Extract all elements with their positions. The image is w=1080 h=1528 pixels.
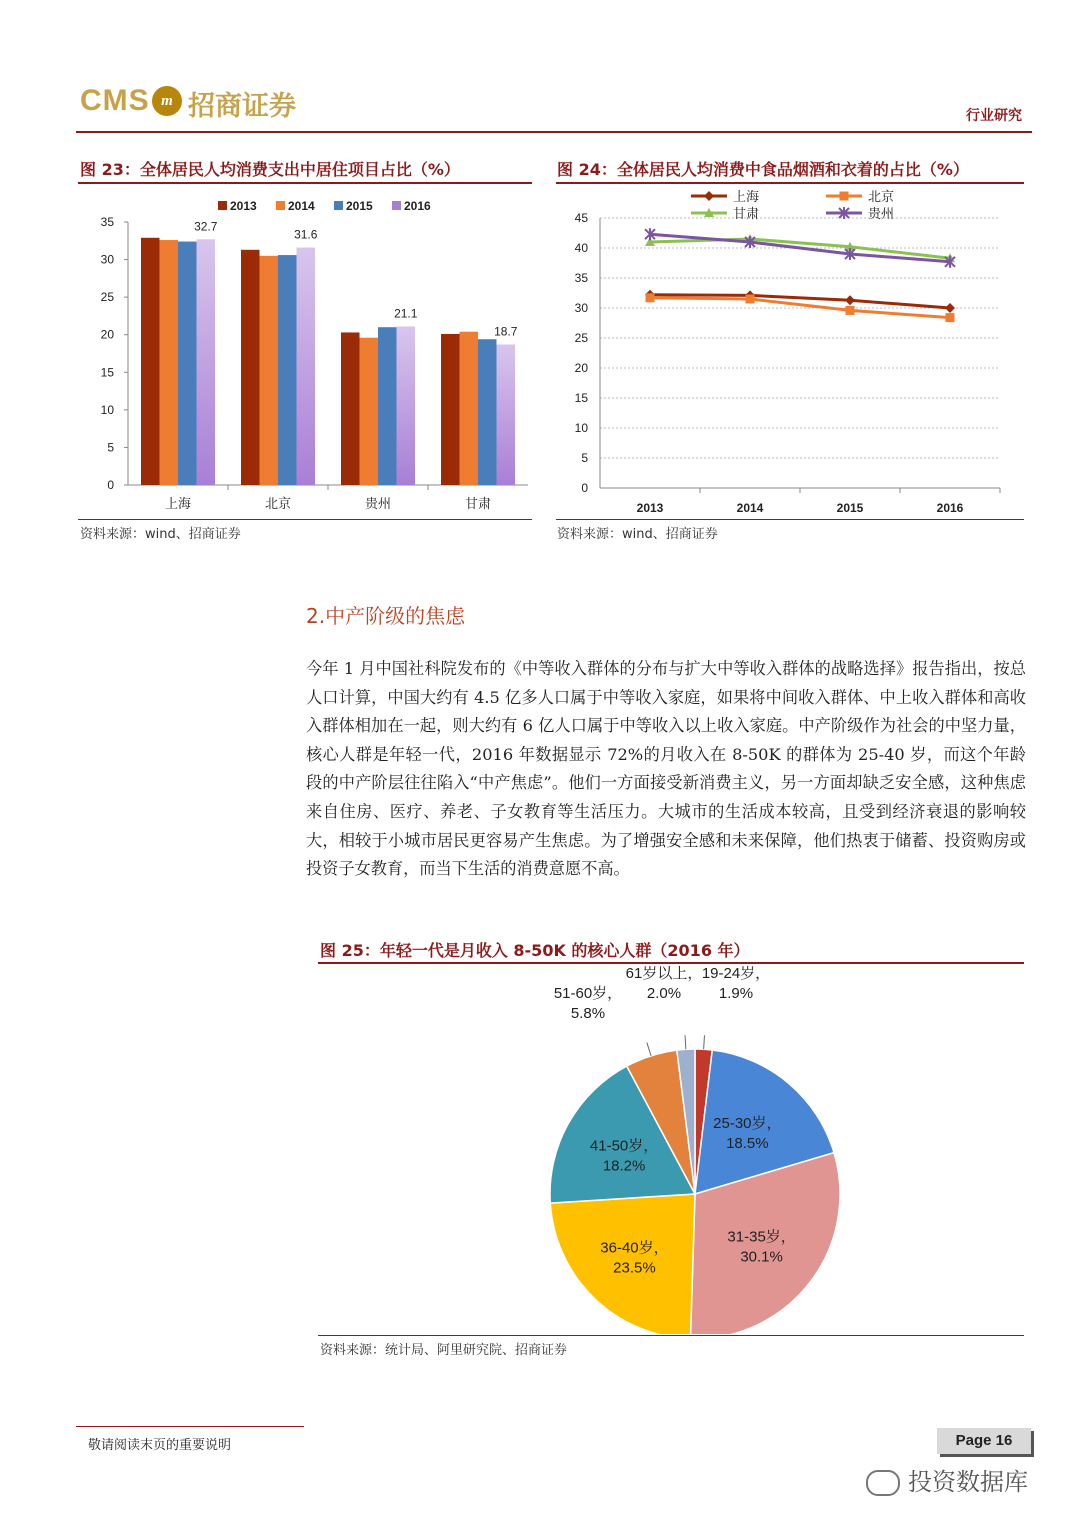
fig23-category-label: 上海 [164,496,192,511]
pie-label-value: 30.1% [740,1248,783,1266]
fig23-ytick-label: 10 [100,402,114,417]
point-上海-2015 [845,295,855,305]
fig25-source-rule [318,1335,1024,1336]
pie-label-name: 19-24岁， [701,966,771,982]
bar-上海-2016 [197,239,216,485]
fig24-ytick-label: 30 [574,301,588,315]
fig24-line-chart [556,186,1026,518]
fig23-ytick-label: 0 [107,478,114,492]
fig24-ytick-label: 35 [574,271,588,285]
pie-label-name: 25-30岁， [713,1114,782,1132]
bar-贵州-2014 [360,338,379,485]
pie-label-value: 5.8% [570,1005,606,1022]
fig24-legend-label: 北京 [868,189,895,204]
bar-甘肃-2016 [497,344,516,485]
fig23-ytick-label: 25 [100,290,114,305]
fig24-ytick-label: 25 [574,331,588,345]
pie-label-name: 41-50岁， [589,1137,659,1155]
header-divider [76,131,1032,133]
bar-北京-2016 [297,248,316,485]
fig23-ytick-label: 35 [100,215,114,229]
footer-note: 敬请阅读末页的重要说明 [88,1438,232,1453]
fig23-title: 图 23：全体居民人均消费支出中居住项目占比（%） [80,160,460,179]
pie-label-value: 18.5% [726,1134,769,1152]
bar-北京-2014 [260,256,279,485]
fig24-ytick-label: 20 [574,361,588,375]
fig25-source: 资料来源：统计局、阿里研究院、招商证券 [320,1343,568,1358]
wechat-icon [866,1470,900,1496]
fig23-legend-swatch [392,201,401,210]
bar-甘肃-2014 [460,332,479,485]
fig23-source-rule [78,519,532,520]
logo-text-cn: 招商证券 [188,91,296,122]
fig24-ytick-label: 10 [574,421,588,435]
fig24-title: 图 24：全体居民人均消费中食品烟酒和衣着的占比（%） [557,160,969,179]
report-category: 行业研究 [966,108,1022,124]
fig24-title-rule [556,182,1024,184]
bar-上海-2013 [141,238,160,485]
fig24-ytick-label: 40 [574,241,588,255]
fig23-legend-label: 2014 [288,199,315,213]
bar-上海-2014 [160,240,179,485]
fig24-xtick-label: 2015 [836,501,864,515]
bar-贵州-2015 [378,327,397,485]
page-number: Page 16 [937,1428,1031,1454]
pie-label-value: 23.5% [613,1259,656,1277]
fig23-legend-swatch [276,201,285,210]
pie-label-name: 36-40岁， [600,1239,669,1257]
bar-甘肃-2015 [478,339,497,485]
fig25-title: 图 25：年轻一代是月收入 8-50K 的核心人群（2016 年） [320,941,750,960]
body-paragraph: 今年 1 月中国社科院发布的《中等收入群体的分布与扩大中等收入群体的战略选择》报告指出，按总人口计算，中国大约有 4.5 亿多人口属于中等收入家庭，如果将中间收入群体、中上收入群体和高收入群体相加在一起，则大约有 6 亿人口属于中等收入以上收入家庭。中产阶级作为社会的中坚力量，核心人群是年轻一代，2016 年数据显示 72%的月收入在 8-50K 的群体为 25-40 岁，而这个年龄段的中产阶层往往陷入“中产焦虑”。他们一方面接受新消费主义，另一方面却缺乏安全感，这种焦虑来自住房、医疗、养老、子女教育等生活压力。大城市的生活成本较高，且受到经济衰退的影响较大，相较于小城市居民更容易产生焦虑。为了增强安全感和未来保障，他们热衷于储蓄、投资购房或投资子女教育，而当下生活的消费意愿不高。 [306,659,1026,879]
fig24-xtick-label: 2014 [736,501,764,515]
bar-贵州-2016 [397,326,416,485]
fig23-data-label: 32.7 [194,219,218,234]
fig23-ytick-label: 30 [100,252,114,267]
fig24-legend-marker [704,191,714,201]
fig24-legend-marker [840,192,849,201]
fig23-ytick-label: 15 [100,365,114,380]
bar-甘肃-2013 [441,334,460,485]
pie-leader-line [685,1035,686,1049]
footer-divider [76,1426,304,1427]
fig23-legend-swatch [218,201,227,210]
fig24-source-rule [556,519,1024,520]
fig24-legend-label: 甘肃 [733,206,760,221]
fig24-xtick-label: 2016 [936,501,964,515]
pie-label-value: 18.2% [602,1157,646,1175]
fig24-ytick-label: 45 [574,211,588,225]
fig23-data-label: 31.6 [294,227,318,242]
point-北京-2016 [946,313,955,322]
fig23-bar-chart [78,186,534,518]
pie-leader-line [647,1042,651,1055]
pie-label-value: 2.0% [646,985,682,1002]
section-heading: 2.中产阶级的焦虑 [306,604,466,628]
pie-leader-line [704,1035,705,1049]
pie-label-name: 61岁以上， [625,966,703,982]
pie-label-value: 1.9% [718,985,754,1002]
bar-上海-2015 [178,242,197,485]
fig24-ytick-label: 0 [581,481,588,495]
fig24-ytick-label: 5 [581,451,588,465]
point-北京-2014 [746,295,755,304]
bar-贵州-2013 [341,332,360,485]
bar-北京-2013 [241,250,260,485]
fig25-title-rule [318,962,1024,964]
pie-label-name: 31-35岁， [727,1228,796,1246]
fig23-data-label: 18.7 [494,324,518,339]
fig23-legend-label: 2013 [230,199,257,213]
point-北京-2013 [646,293,655,302]
fig23-ytick-label: 5 [107,440,114,455]
point-上海-2016 [945,303,955,313]
fig23-legend-label: 2015 [346,199,373,213]
fig23-title-rule [78,182,532,184]
fig23-data-label: 21.1 [394,306,418,321]
fig24-xtick-label: 2013 [636,501,664,515]
logo-emblem-icon: m [152,86,182,116]
pie-label-name: 51-60岁， [553,985,623,1002]
fig23-source: 资料来源：wind、招商证券 [80,527,241,542]
fig24-legend-label: 上海 [733,189,760,204]
watermark [866,1462,1028,1497]
fig23-legend-swatch [334,201,343,210]
point-北京-2015 [846,306,855,315]
fig24-source: 资料来源：wind、招商证券 [557,527,718,542]
fig24-ytick-label: 15 [574,391,588,405]
watermark-text: 投资数据库 [908,1468,1028,1496]
fig23-category-label: 北京 [264,496,292,511]
logo-text-en: CMS [80,84,150,117]
fig23-category-label: 甘肃 [464,496,492,511]
fig23-category-label: 贵州 [364,496,392,511]
fig23-legend-label: 2016 [404,199,431,213]
fig23-ytick-label: 20 [100,327,114,342]
fig25-pie-chart [318,966,1024,1334]
bar-北京-2015 [278,255,297,485]
fig24-legend-label: 贵州 [868,206,895,221]
